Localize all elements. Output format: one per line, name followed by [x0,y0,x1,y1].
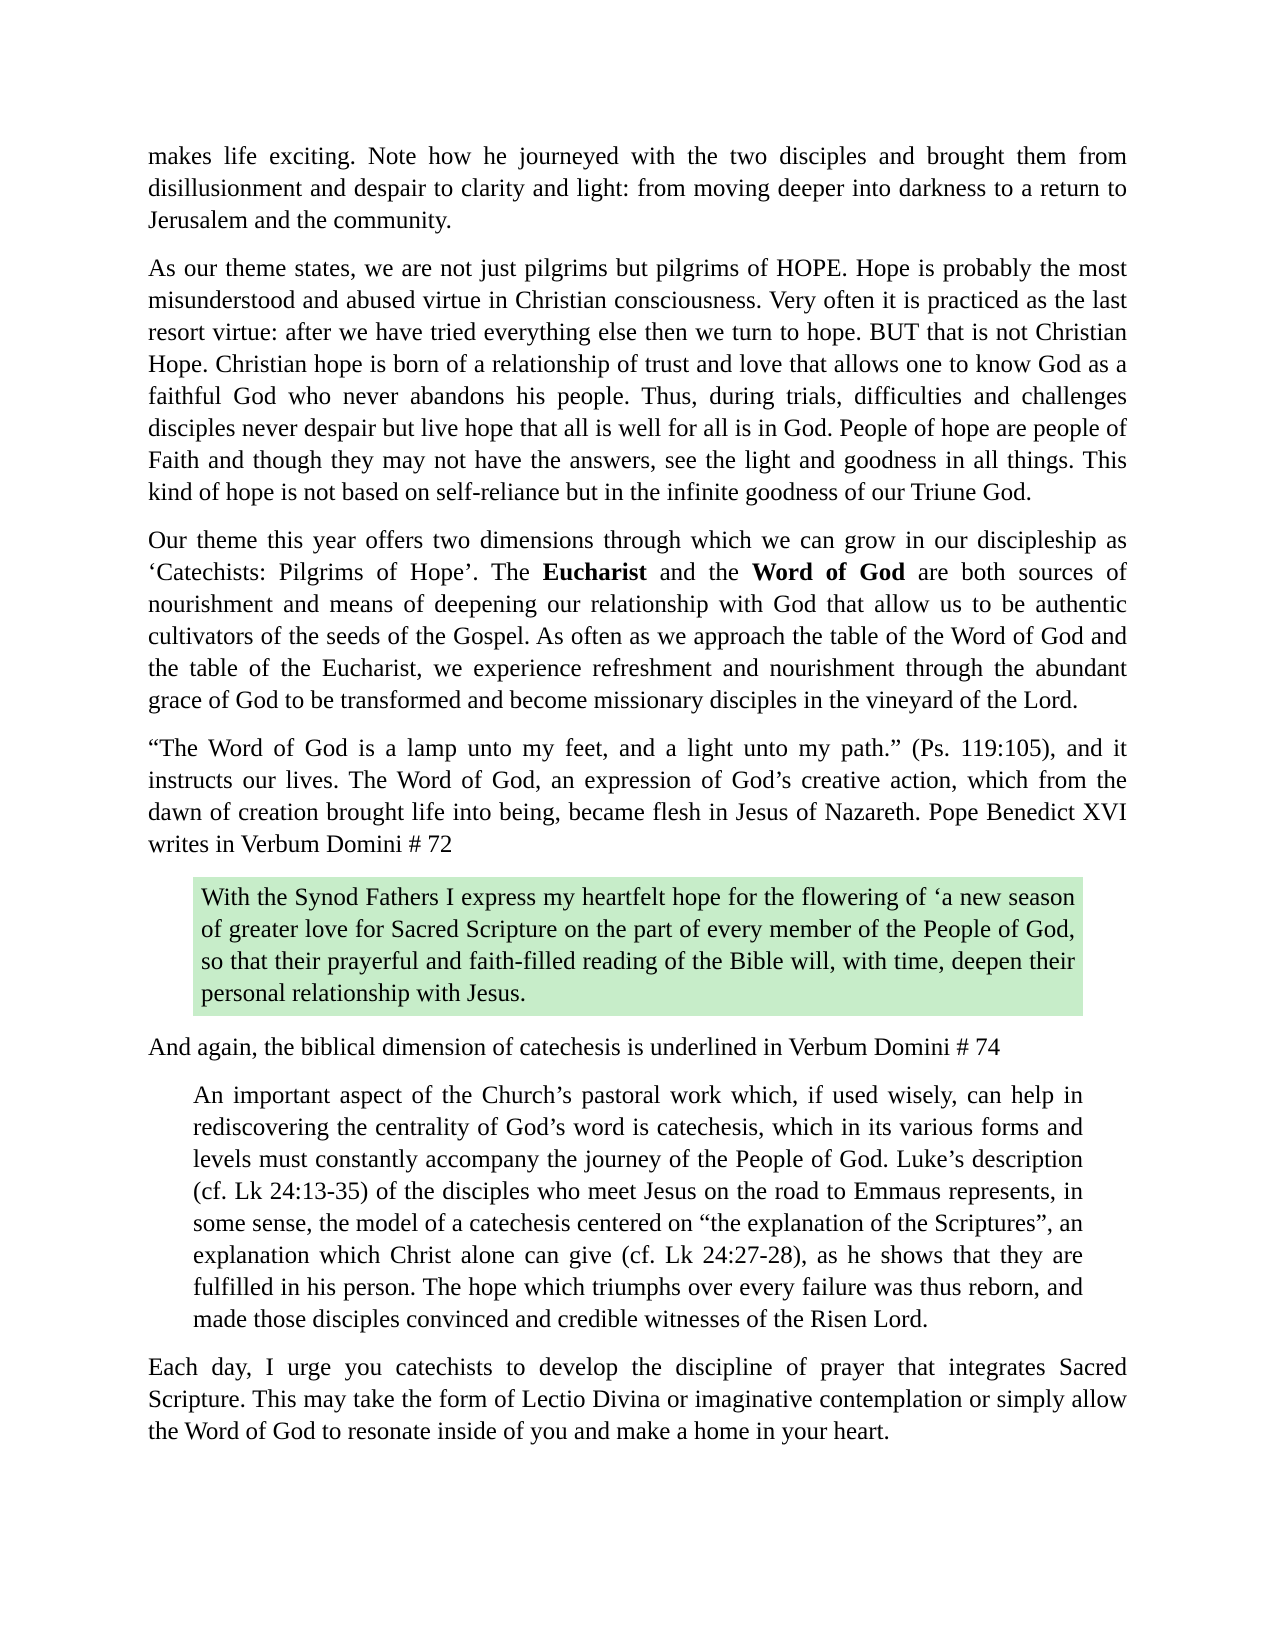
paragraph-text: makes life exciting. Note how he journeyed with the two disciples and brought them from disillusionment and despair to clarity and light: from moving deeper into darkness to a return to Jerusalem and the community. [148,143,1127,234]
paragraph-theme-two-dimensions [148,525,1127,717]
paragraph-text: Our theme this year offers two dimensions through which we can grow in our discipleship as ‘Catechists: Pilgrims of Hope’. The [148,527,1127,586]
paragraph-emmaus-journey [148,141,1127,237]
paragraph-word-of-god-lamp [148,733,1127,861]
paragraph-text: “The Word of God is a lamp unto my feet, and a light unto my path.” (Ps. 119:105), and it instructs our lives. The Word of God, an expression of God’s creative action, which from the dawn of creation brought life into being, became flesh in Jesus of Nazareth. Pope Benedict XVI writes in Verbum Domini # 72 [148,735,1127,858]
paragraph-pilgrims-of-hope [148,253,1127,509]
blockquote-verbum-domini-72-highlighted [193,877,1083,1016]
paragraph-text: And again, the biblical dimension of catechesis is underlined in Verbum Domini # 74 [148,1034,1001,1061]
bold-word-of-god: Word of God [751,559,906,586]
quote-text: With the Synod Fathers I express my heartfelt hope for the flowering of ‘a new season of greater love for Sacred Scripture on the part of every member of the People of God, so that their prayerful and faith-filled reading of the Bible will, with time, deepen their personal relationship with Jesus. [201,884,1075,1007]
quote-text: An important aspect of the Church’s pastoral work which, if used wisely, can help in rediscovering the centrality of God’s word is catechesis, which in its various forms and levels must constantly accompany the journey of the People of God. Luke’s description (cf. Lk 24:13-35) of the disciples who meet Jesus on the road to Emmaus represents, in some sense, the model of a catechesis centered on “the explanation of the Scriptures”, an explanation which Christ alone can give (cf. Lk 24:27-28), as he shows that they are fulfilled in his person. The hope which triumphs over every failure was thus reborn, and made those disciples convinced and credible witnesses of the Risen Lord. [193,1082,1083,1333]
bold-eucharist: Eucharist [542,559,647,586]
paragraph-text: Each day, I urge you catechists to develop the discipline of prayer that integrates Sacred Scripture. This may take the form of Lectio Divina or imaginative contemplation or simply allow the Word of God to resonate inside of you and make a home in your heart. [148,1354,1127,1445]
paragraph-text: and the [646,559,752,586]
paragraph-daily-prayer-exhortation [148,1352,1127,1448]
paragraph-text: are both sources of nourishment and means of deepening our relationship with God that allow us to be authentic cultivators of the seeds of the Gospel. As often as we approach the table of the Word of God and the table of the Eucharist, we experience refreshment and nourishment through the abundant grace of God to be transformed and become missionary disciples in the vineyard of the Lord. [148,559,1128,714]
blockquote-verbum-domini-74 [193,1080,1083,1336]
paragraph-verbum-domini-74-intro [148,1032,1127,1064]
paragraph-text: As our theme states, we are not just pilgrims but pilgrims of HOPE. Hope is probably the most misunderstood and abused virtue in Christian consciousness. Very often it is practiced as the last resort virtue: after we have tried everything else then we turn to hope. BUT that is not Christian Hope. Christian hope is born of a relationship of trust and love that allows one to know God as a faithful God who never abandons his people. Thus, during trials, difficulties and challenges disciples never despair but live hope that all is well for all is in God. People of hope are people of Faith and though they may not have the answers, see the light and goodness in all things. This kind of hope is not based on self-reliance but in the infinite goodness of our Triune God. [148,255,1127,506]
